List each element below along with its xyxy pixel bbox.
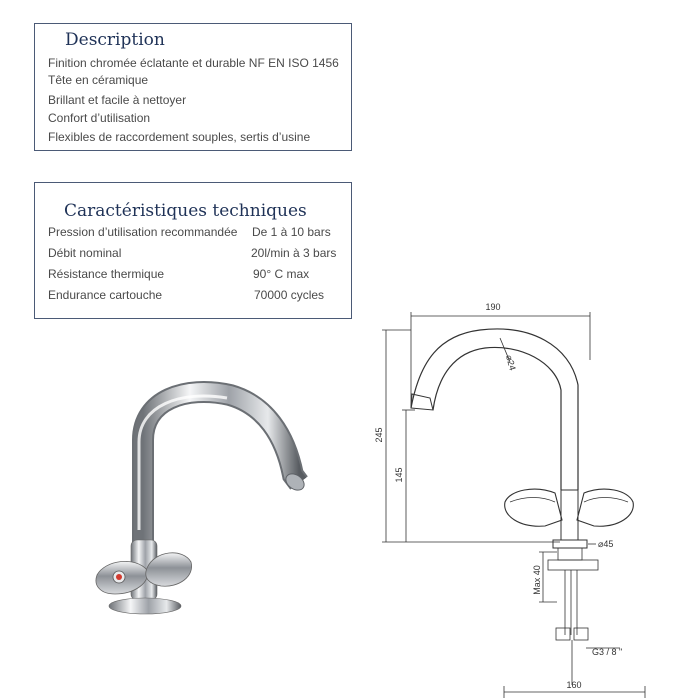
dim-thread: G3 / 8 " bbox=[592, 647, 623, 657]
description-line-4: Confort d’utilisation bbox=[48, 111, 151, 125]
description-line-3: Brillant et facile à nettoyer bbox=[48, 93, 187, 107]
dim-width-bottom: 160 bbox=[566, 680, 582, 690]
dim-height-spout: 145 bbox=[394, 467, 404, 483]
description-line-1: Finition chromée éclatante et durable NF EN ISO 1456 bbox=[48, 56, 339, 70]
technical-drawing bbox=[360, 290, 700, 700]
spec-label-flow: Débit nominal bbox=[48, 246, 122, 260]
spec-value-flow: 20l/min à 3 bars bbox=[251, 246, 337, 260]
faucet-photo bbox=[95, 380, 325, 630]
characteristics-title: Caractéristiques techniques bbox=[64, 201, 307, 221]
description-box bbox=[34, 23, 352, 151]
spec-label-cartridge: Endurance cartouche bbox=[48, 288, 163, 302]
spec-value-cartridge: 70000 cycles bbox=[254, 288, 325, 302]
spec-value-temperature: 90° C max bbox=[253, 267, 310, 281]
dim-base-diameter: ⌀45 bbox=[598, 539, 614, 549]
description-line-5: Flexibles de raccordement souples, sertis d’usine bbox=[48, 130, 311, 144]
spec-value-pressure: De 1 à 10 bars bbox=[252, 225, 331, 239]
characteristics-box bbox=[34, 182, 352, 319]
dim-height-total: 245 bbox=[374, 427, 384, 443]
dim-max-thickness: Max 40 bbox=[532, 565, 542, 595]
description-line-2: Tête en céramique bbox=[48, 73, 149, 87]
spec-label-temperature: Résistance thermique bbox=[48, 267, 165, 281]
description-title: Description bbox=[65, 30, 165, 50]
spec-label-pressure: Pression d’utilisation recommandée bbox=[48, 225, 238, 239]
dim-width-top: 190 bbox=[485, 302, 501, 312]
dim-spout-diameter: ⌀24 bbox=[504, 353, 518, 372]
